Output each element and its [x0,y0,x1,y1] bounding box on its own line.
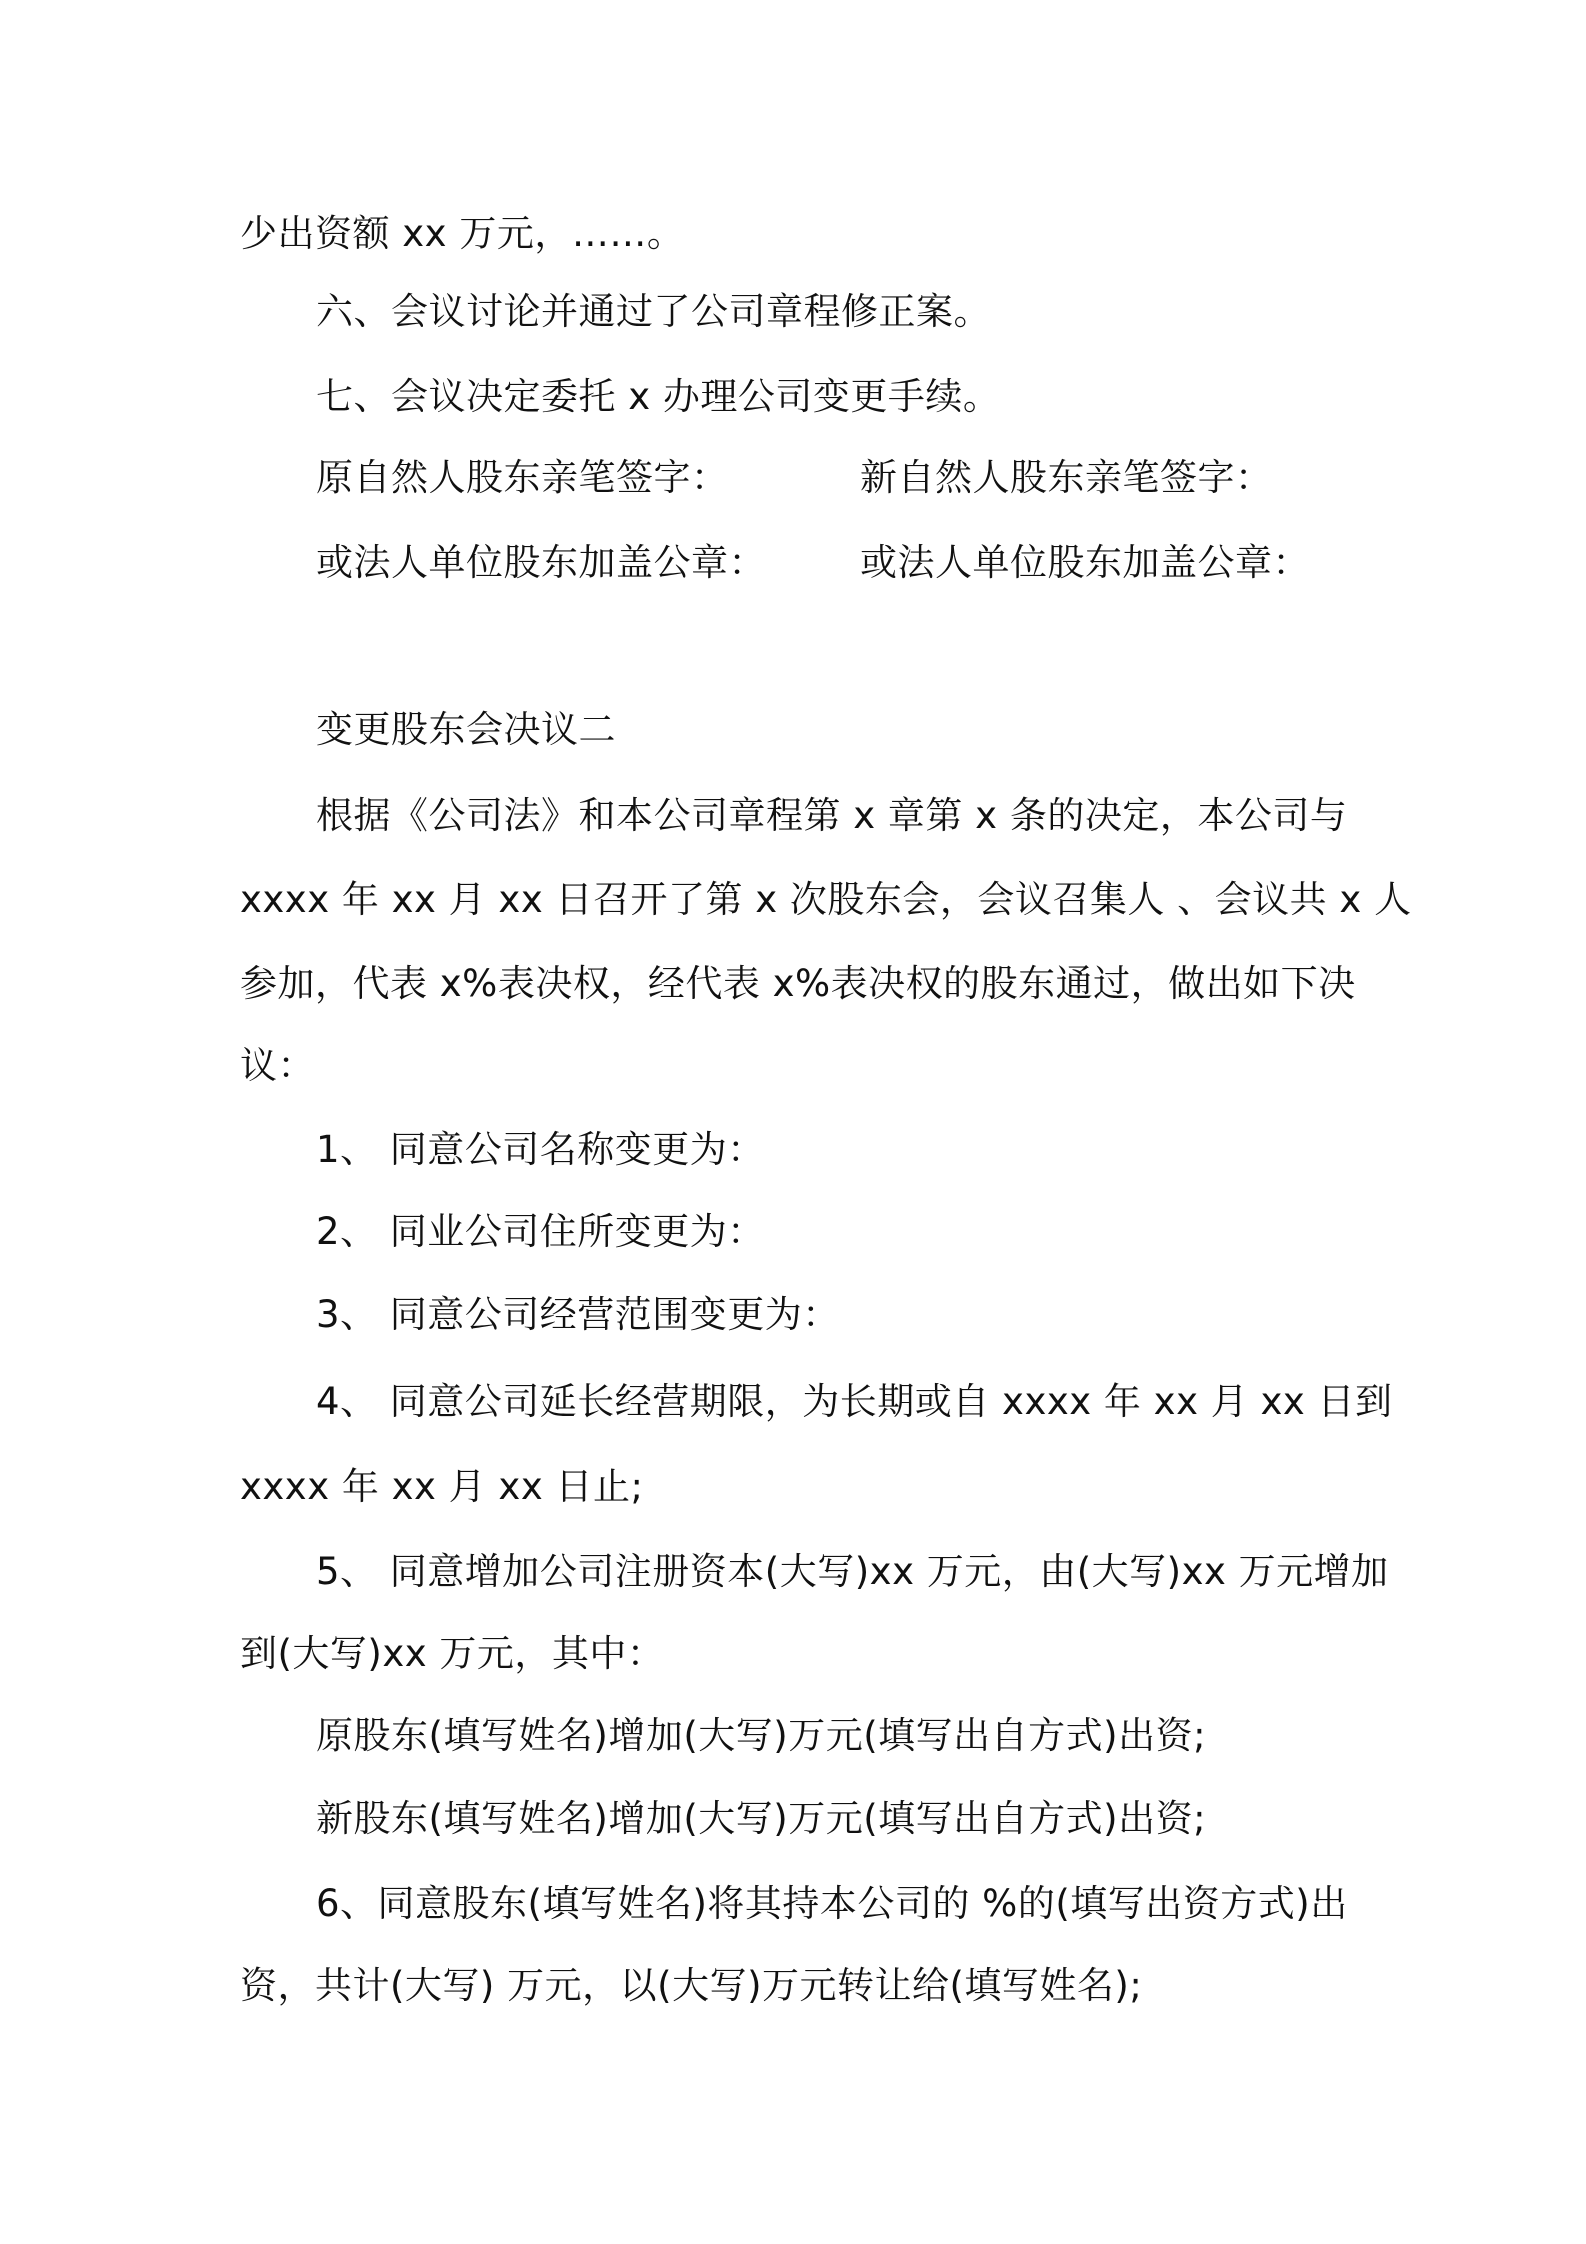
section-heading: 变更股东会决议二 [316,708,616,751]
paragraph-line: 根据《公司法》和本公司章程第 x 章第 x 条的决定，本公司与 [316,794,1348,837]
list-item: 2、 同业公司住所变更为： [316,1210,765,1253]
paragraph-line: 议： [240,1044,315,1087]
list-item: 6、同意股东(填写姓名)将其持本公司的 %的(填写出资方式)出 [316,1882,1348,1925]
list-item: 3、 同意公司经营范围变更为： [316,1293,840,1336]
signature-label-original: 原自然人股东亲笔签字： [316,456,729,499]
list-item-continued: xxxx 年 xx 月 xx 日止; [240,1465,644,1508]
paragraph-line: 六、会议讨论并通过了公司章程修正案。 [316,290,991,333]
seal-label-original: 或法人单位股东加盖公章： [316,541,766,584]
list-item-continued: 资，共计(大写) 万元，以(大写)万元转让给(填写姓名); [240,1964,1143,2007]
list-item: 5、 同意增加公司注册资本(大写)xx 万元，由(大写)xx 万元增加 [316,1550,1389,1593]
list-item-continued: 到(大写)xx 万元，其中： [240,1632,665,1675]
sub-item: 原股东(填写姓名)增加(大写)万元(填写出自方式)出资; [316,1714,1207,1757]
paragraph-line: 少出资额 xx 万元，……。 [240,212,685,255]
paragraph-line: 参加，代表 x%表决权，经代表 x%表决权的股东通过，做出如下决 [240,962,1356,1005]
sub-item: 新股东(填写姓名)增加(大写)万元(填写出自方式)出资; [316,1797,1207,1840]
paragraph-line: 七、会议决定委托 x 办理公司变更手续。 [316,375,1001,418]
signature-label-new: 新自然人股东亲笔签字： [860,456,1273,499]
list-item: 4、 同意公司延长经营期限，为长期或自 xxxx 年 xx 月 xx 日到 [316,1380,1393,1423]
list-item: 1、 同意公司名称变更为： [316,1128,765,1171]
paragraph-line: xxxx 年 xx 月 xx 日召开了第 x 次股东会，会议召集人 、会议共 x 人 [240,878,1412,921]
seal-label-new: 或法人单位股东加盖公章： [860,541,1310,584]
